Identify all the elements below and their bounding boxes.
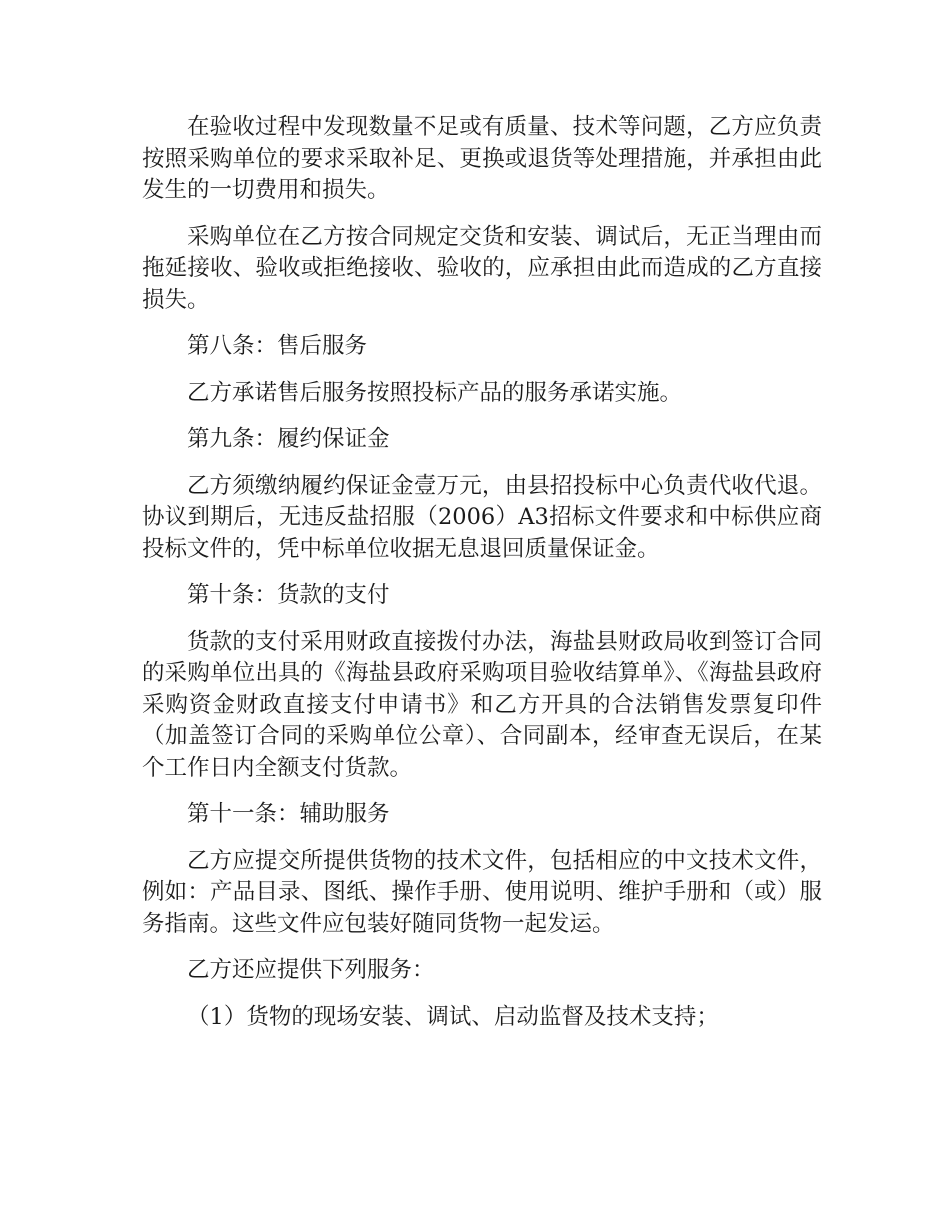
paragraph-payment: 货款的支付采用财政直接拨付办法，海盐县财政局收到签订合同的采购单位出具的《海盐县政府采购项目验收结算单》、《海盐县政府采购资金财政直接支付申请书》和乙方开具的合法销售发票复印件（加盖签订合同的采购单位公章）、合同副本，经审查无误后，在某个工作日内全额支付货款。 <box>142 628 822 781</box>
paragraph-technical-documents: 乙方应提交所提供货物的技术文件，包括相应的中文技术文件，例如：产品目录、图纸、操作手册、使用说明、维护手册和（或）服务指南。这些文件应包装好随同货物一起发运。 <box>142 847 822 937</box>
heading-article-11: 第十一条：辅助服务 <box>187 801 390 827</box>
paragraph-acceptance-delay: 采购单位在乙方按合同规定交货和安装、调试后，无正当理由而拖延接收、验收或拒绝接收、验收的，应承担由此而造成的乙方直接损失。 <box>142 223 822 313</box>
paragraph-after-sales: 乙方承诺售后服务按照投标产品的服务承诺实施。 <box>187 379 683 406</box>
document-body <box>142 112 822 1048</box>
heading-article-8: 第八条：售后服务 <box>187 333 368 359</box>
paragraph-services-intro: 乙方还应提供下列服务： <box>187 957 435 983</box>
heading-article-10: 第十条：货款的支付 <box>187 582 390 608</box>
paragraph-acceptance-issues: 在验收过程中发现数量不足或有质量、技术等问题，乙方应负责按照采购单位的要求采取补足、更换或退货等处理措施，并承担由此发生的一切费用和损失。 <box>142 114 822 203</box>
heading-article-9: 第九条：履约保证金 <box>187 426 390 452</box>
list-item-service-1: （1）货物的现场安装、调试、启动监督及技术支持； <box>187 1003 719 1030</box>
paragraph-performance-bond: 乙方须缴纳履约保证金壹万元，由县招投标中心负责代收代退。协议到期后，无违反盐招服（2006）A3招标文件要求和中标供应商投标文件的，凭中标单位收据无息退回质量保证金。 <box>142 472 822 562</box>
